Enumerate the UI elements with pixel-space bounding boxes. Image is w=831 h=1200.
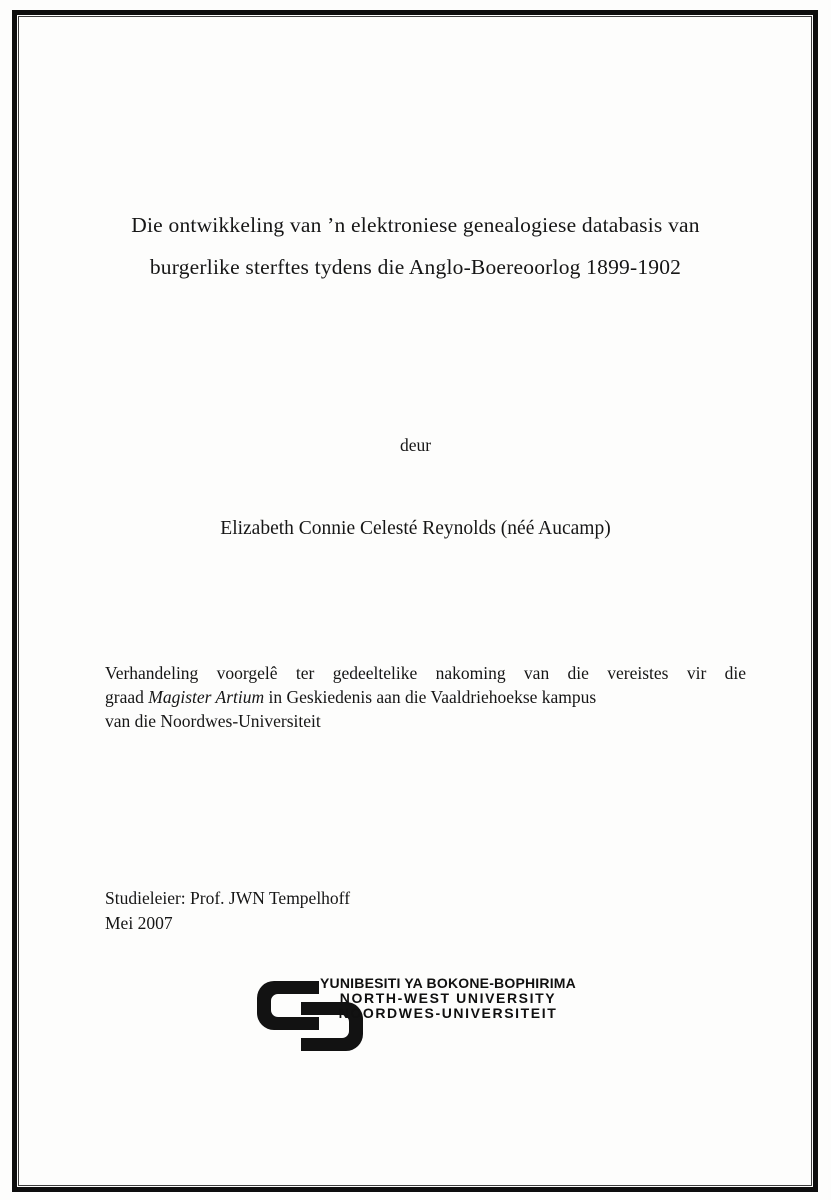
- supervisor-line: Studieleier: Prof. JWN Tempelhoff: [105, 888, 351, 908]
- university-names: [319, 976, 577, 1021]
- university-logo: [257, 973, 587, 1055]
- supervisor-block: [105, 886, 350, 935]
- thesis-title-line1: Die ontwikkeling van ’n elektroniese genealogiese databasis van: [131, 213, 700, 237]
- thesis-title-line2: burgerlike sterftes tydens die Anglo-Boereoorlog 1899-1902: [149, 255, 682, 279]
- submission-line2-pre: graad: [105, 687, 149, 707]
- author-name: Elizabeth Connie Celesté Reynolds (néé Aucamp): [220, 518, 611, 539]
- university-name-afrikaans: NOORDWES-UNIVERSITEIT: [338, 1005, 558, 1021]
- submission-line1: Verhandeling voorgelê ter gedeeltelike nakoming van die vereistes vir die: [105, 663, 746, 683]
- submission-line3: van die Noordwes-Universiteit: [105, 711, 321, 731]
- byline-label: deur: [399, 435, 432, 455]
- submission-line2-post: in Geskiedenis aan die Vaaldriehoekse kampus: [264, 687, 597, 707]
- university-name-setswana: YUNIBESITI YA BOKONE-BOPHIRIMA: [320, 975, 576, 991]
- date-line: Mei 2007: [105, 912, 173, 933]
- degree-name: Magister Artium: [148, 687, 265, 707]
- submission-line2: [105, 685, 746, 709]
- university-name-english: NORTH-WEST UNIVERSITY: [339, 990, 557, 1006]
- submission-statement: [105, 661, 746, 733]
